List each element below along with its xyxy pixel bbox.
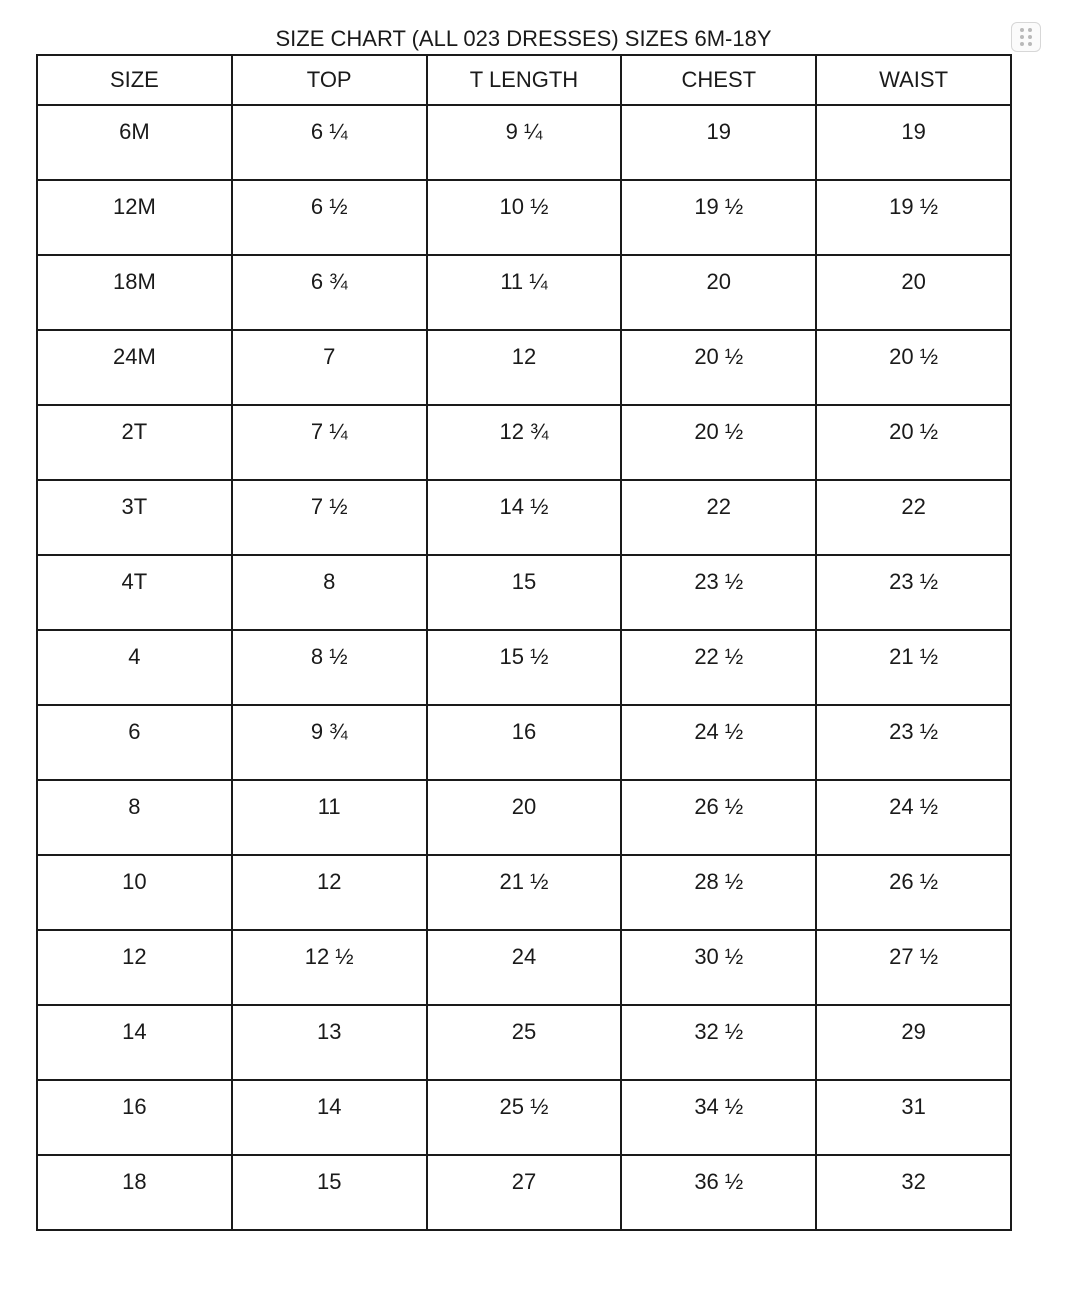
cell-t-length: 15 ½ [427, 630, 622, 705]
cell-top: 6 ½ [232, 180, 427, 255]
cell-t-length: 15 [427, 555, 622, 630]
cell-chest: 20 ½ [621, 330, 816, 405]
table-row [37, 930, 1011, 1005]
cell-chest: 19 [621, 105, 816, 180]
table-row [37, 705, 1011, 780]
cell-waist: 29 [816, 1005, 1011, 1080]
cell-t-length: 16 [427, 705, 622, 780]
cell-size: 12 [37, 930, 232, 1005]
cell-size: 10 [37, 855, 232, 930]
table-row [37, 255, 1011, 330]
cell-chest: 30 ½ [621, 930, 816, 1005]
cell-chest: 22 ½ [621, 630, 816, 705]
cell-chest: 23 ½ [621, 555, 816, 630]
cell-size: 8 [37, 780, 232, 855]
table-row [37, 630, 1011, 705]
cell-waist: 19 ½ [816, 180, 1011, 255]
cell-t-length: 27 [427, 1155, 622, 1230]
cell-top: 14 [232, 1080, 427, 1155]
header-size: SIZE [37, 55, 232, 105]
header-t-length: T LENGTH [427, 55, 622, 105]
table-row [37, 855, 1011, 930]
cell-t-length: 24 [427, 930, 622, 1005]
cell-top: 6 ¾ [232, 255, 427, 330]
grip-dot [1020, 42, 1024, 46]
cell-waist: 22 [816, 480, 1011, 555]
cell-waist: 27 ½ [816, 930, 1011, 1005]
cell-waist: 23 ½ [816, 705, 1011, 780]
cell-size: 4 [37, 630, 232, 705]
cell-chest: 32 ½ [621, 1005, 816, 1080]
cell-chest: 20 [621, 255, 816, 330]
cell-waist: 20 ½ [816, 330, 1011, 405]
cell-waist: 32 [816, 1155, 1011, 1230]
grip-dot [1028, 35, 1032, 39]
size-chart-table [36, 54, 1012, 1231]
cell-top: 11 [232, 780, 427, 855]
cell-top: 12 ½ [232, 930, 427, 1005]
table-body [37, 105, 1011, 1230]
cell-t-length: 10 ½ [427, 180, 622, 255]
cell-size: 14 [37, 1005, 232, 1080]
grip-dot [1028, 28, 1032, 32]
cell-chest: 36 ½ [621, 1155, 816, 1230]
table-row [37, 330, 1011, 405]
cell-top: 8 [232, 555, 427, 630]
table-row [37, 780, 1011, 855]
table-row [37, 480, 1011, 555]
cell-chest: 26 ½ [621, 780, 816, 855]
cell-chest: 22 [621, 480, 816, 555]
cell-waist: 26 ½ [816, 855, 1011, 930]
cell-t-length: 21 ½ [427, 855, 622, 930]
cell-waist: 21 ½ [816, 630, 1011, 705]
cell-t-length: 9 ¼ [427, 105, 622, 180]
cell-waist: 19 [816, 105, 1011, 180]
table-row [37, 105, 1011, 180]
cell-top: 9 ¾ [232, 705, 427, 780]
cell-t-length: 14 ½ [427, 480, 622, 555]
cell-chest: 19 ½ [621, 180, 816, 255]
table-row [37, 1155, 1011, 1230]
cell-size: 24M [37, 330, 232, 405]
table-row [37, 180, 1011, 255]
cell-chest: 20 ½ [621, 405, 816, 480]
grip-dot [1028, 42, 1032, 46]
cell-size: 2T [37, 405, 232, 480]
grip-dot [1020, 35, 1024, 39]
cell-t-length: 20 [427, 780, 622, 855]
header-waist: WAIST [816, 55, 1011, 105]
cell-size: 6 [37, 705, 232, 780]
header-chest: CHEST [621, 55, 816, 105]
grip-dots-icon[interactable] [1011, 22, 1041, 52]
table-row [37, 1005, 1011, 1080]
cell-top: 12 [232, 855, 427, 930]
cell-t-length: 12 [427, 330, 622, 405]
cell-top: 7 [232, 330, 427, 405]
grip-dot [1020, 28, 1024, 32]
cell-top: 7 ¼ [232, 405, 427, 480]
cell-chest: 24 ½ [621, 705, 816, 780]
cell-waist: 23 ½ [816, 555, 1011, 630]
table-header-row [37, 55, 1011, 105]
cell-top: 7 ½ [232, 480, 427, 555]
cell-size: 16 [37, 1080, 232, 1155]
cell-chest: 34 ½ [621, 1080, 816, 1155]
cell-size: 3T [37, 480, 232, 555]
cell-t-length: 11 ¼ [427, 255, 622, 330]
cell-top: 8 ½ [232, 630, 427, 705]
cell-top: 6 ¼ [232, 105, 427, 180]
cell-top: 13 [232, 1005, 427, 1080]
table-row [37, 405, 1011, 480]
table-row [37, 555, 1011, 630]
cell-chest: 28 ½ [621, 855, 816, 930]
cell-size: 18M [37, 255, 232, 330]
cell-t-length: 12 ¾ [427, 405, 622, 480]
cell-size: 18 [37, 1155, 232, 1230]
cell-waist: 24 ½ [816, 780, 1011, 855]
document-title: SIZE CHART (ALL 023 DRESSES) SIZES 6M-18Y [275, 26, 772, 51]
cell-waist: 20 ½ [816, 405, 1011, 480]
cell-t-length: 25 ½ [427, 1080, 622, 1155]
cell-waist: 31 [816, 1080, 1011, 1155]
table-row [37, 1080, 1011, 1155]
cell-size: 6M [37, 105, 232, 180]
cell-size: 12M [37, 180, 232, 255]
cell-t-length: 25 [427, 1005, 622, 1080]
cell-size: 4T [37, 555, 232, 630]
cell-top: 15 [232, 1155, 427, 1230]
header-top: TOP [232, 55, 427, 105]
cell-waist: 20 [816, 255, 1011, 330]
